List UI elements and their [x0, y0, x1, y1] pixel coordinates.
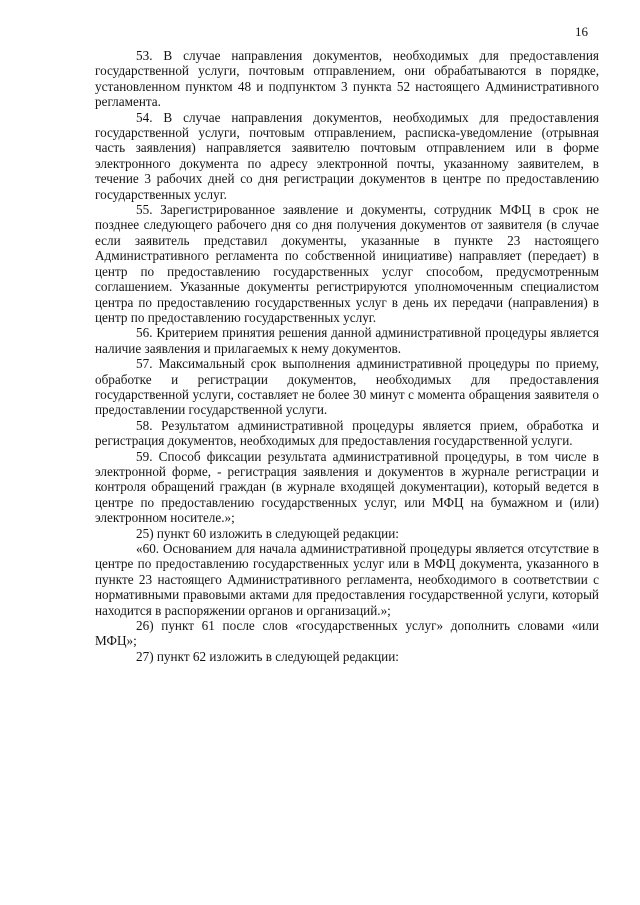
paragraph-53: 53. В случае направления документов, необходимых для предоставления государственной услуги, почтовым отправлением, они обрабатываются в порядке, установленном пунктом 48 и подпунктом 3 пункта 52 настоящего Административного регламента. — [95, 48, 599, 110]
paragraph-57: 57. Максимальный срок выполнения административной процедуры по приему, обработке и регистрации документов, необходимых для предоставления государственной услуги, составляет не более 30 минут с момента обращения заявителя о предоставлении государственной услуги. — [95, 356, 599, 418]
paragraph-59: 59. Способ фиксации результата административной процедуры, в том числе в электронной форме, - регистрация заявления и документов в журнале регистрации и контроля обращений граждан (в журнале входящей документации), который ведется в центре по предоставлению государственных услуг, или МФЦ на бумажном и (или) электронном носителе.»; — [95, 448, 599, 526]
amendment-27: 27) пункт 62 изложить в следующей редакции: — [136, 648, 399, 664]
paragraph-54: 54. В случае направления документов, необходимых для предоставления государственной услуги, почтовым отправлением, расписка-уведомление (отрывная часть заявления) направляется заявителю почтовым отправлением или в форме электронного документа по адресу электронной почты, указанному заявителем, в течение 3 рабочих дней со дня регистрации документов в центре по предоставлению государственных услуг. — [95, 109, 599, 202]
amendment-25: 25) пункт 60 изложить в следующей редакции: — [136, 525, 399, 541]
paragraph-60-new-text: «60. Основанием для начала административной процедуры является отсутствие в центре по предоставлению государственных услуг или в МФЦ документа, указанного в пункте 23 настоящего Административного регламента, необходимого в соответствии с нормативными правовыми актами для предоставления государственной услуги, который находится в распоряжении органов и организаций.»; — [95, 541, 599, 618]
document-body — [95, 48, 599, 664]
paragraph-58: 58. Результатом административной процедуры является прием, обработка и регистрация документов, необходимых для предоставления государственной услуги. — [95, 417, 599, 449]
paragraph-56: 56. Критерием принятия решения данной административной процедуры является наличие заявления и прилагаемых к нему документов. — [95, 325, 599, 356]
page-number: 16 — [575, 24, 588, 39]
paragraph-55: 55. Зарегистрированное заявление и документы, сотрудник МФЦ в срок не позднее следующего рабочего дня со дня получения документов от заявителя (в случае если заявитель представил документы, указанные в пункте 23 настоящего Административного регламента по собственной инициативе) направляет (передает) в центр по предоставлению государственных услуг способом, предусмотренным соглашением. Указанные документы регистрируются уполномоченным специалистом центра по предоставлению государственных услуг в день их передачи (направления) в центр по предоставлению государственных услуг. — [95, 202, 599, 325]
amendment-26: 26) пункт 61 после слов «государственных услуг» дополнить словами «или МФЦ»; — [95, 618, 599, 649]
